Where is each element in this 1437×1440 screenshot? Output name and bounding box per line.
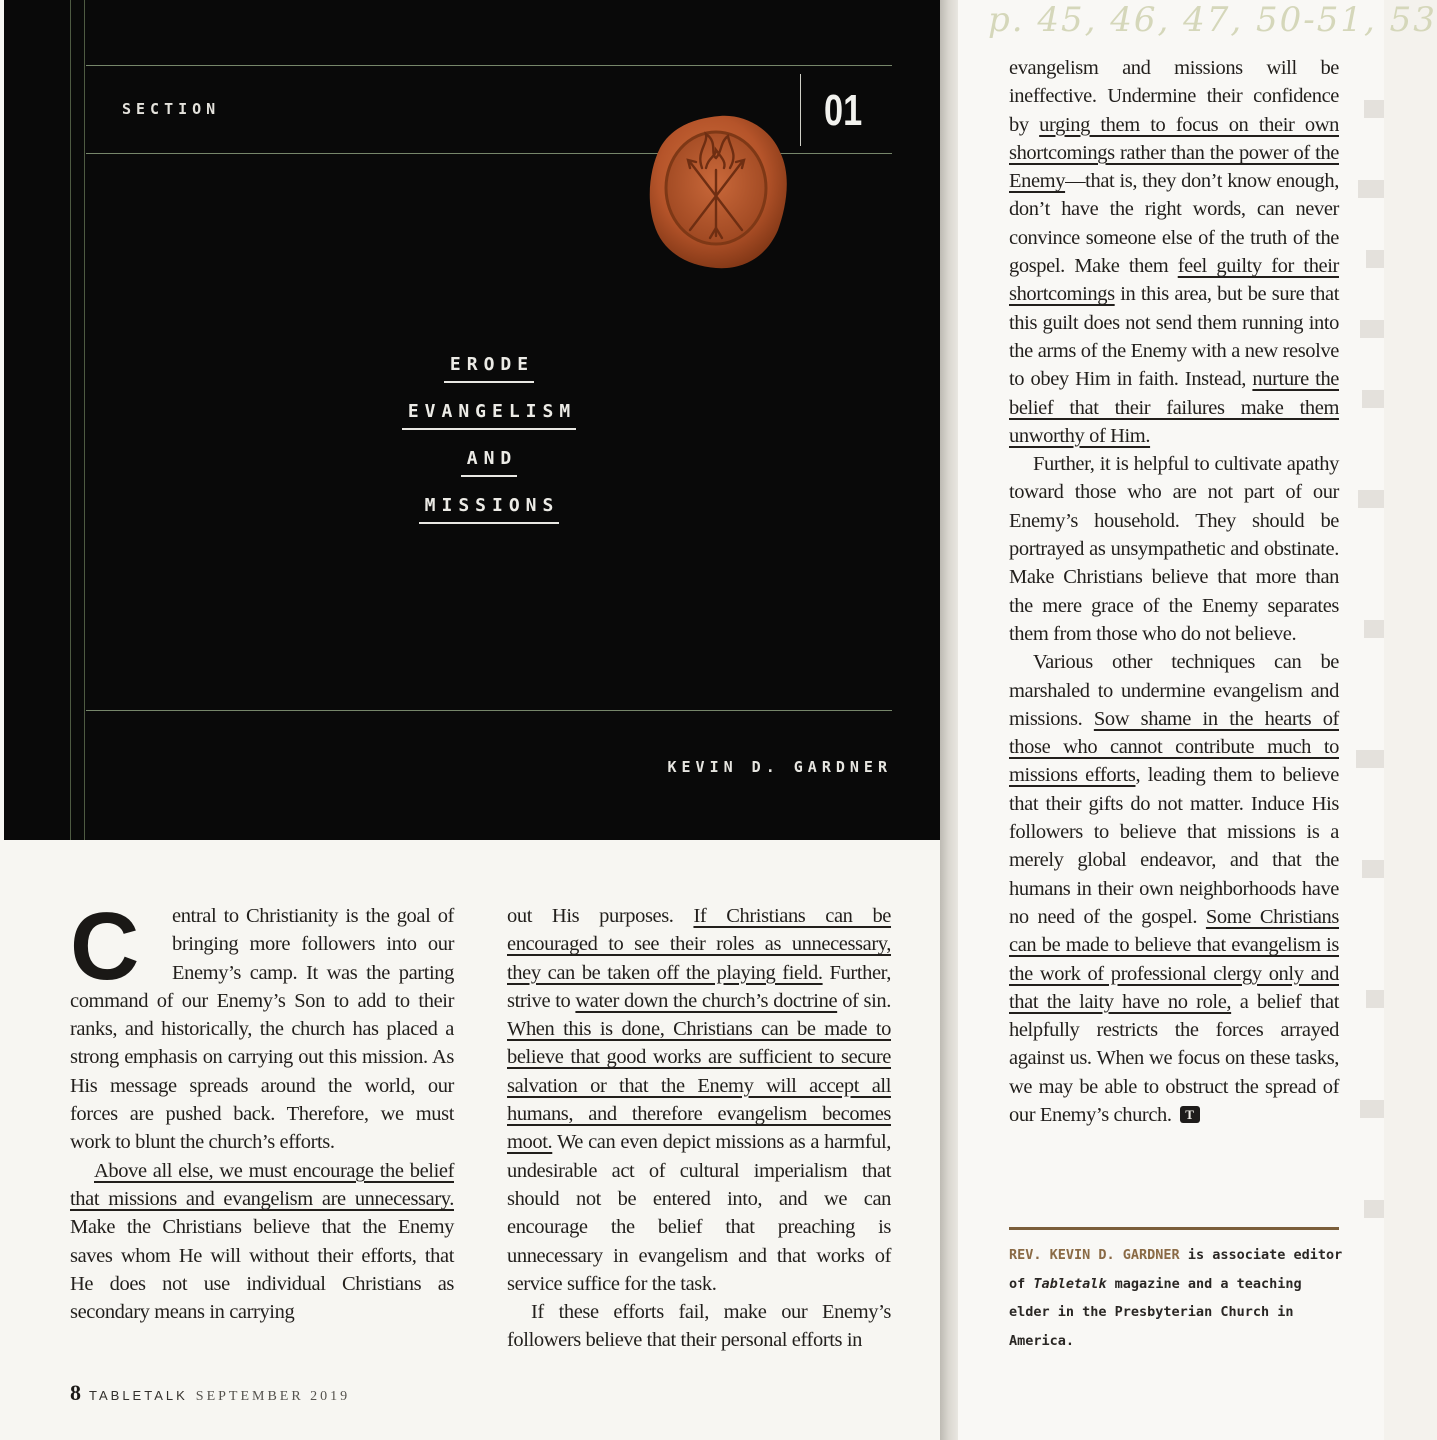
article-column-3 [1009, 54, 1339, 1129]
paragraph-text: evangelism and missions will be ineffective. Undermine their confidence by [1009, 57, 1339, 136]
author-bio [1009, 1241, 1345, 1355]
byline: KEVIN D. GARDNER [667, 758, 892, 776]
paragraph-text: We can even depict missions as a harmful, undesirable act of cultural imperialism that should not be entered into, and we can encourage the belief that preaching is unnecessary in evangelism and that works of service suffice for the task. [507, 1131, 891, 1295]
article-title [294, 352, 684, 540]
bio-magazine-name: Tabletalk [1033, 1275, 1107, 1292]
paragraph-text: , leading them to believe that their gifts do not matter. Induce His followers to believe that missions is a merely global endeavor, and that the humans in their own neighborhoods have no need of the gospel. [1009, 764, 1339, 928]
header-rule-top [86, 65, 892, 66]
paragraph-text: If these efforts fail, make our Enemy’s followers believe that their personal efforts in [507, 1301, 891, 1352]
handwritten-margin-note: p. 45, 46, 47, 50-51, 53 [988, 0, 1437, 40]
paragraph-text: in this area, but be sure that this guilt does not send them running into the arms of the Enemy with a new resolve to obey Him in faith. Instead, [1009, 283, 1339, 391]
page-number: 8 [70, 1380, 81, 1405]
title-line-2: EVANGELISM [402, 399, 576, 430]
bio-text: magazine and a teaching elder in the Presbyterian Church in America. [1009, 1275, 1302, 1349]
issue-date: SEPTEMBER 2019 [195, 1389, 351, 1404]
publication-name: TABLETALK [89, 1388, 188, 1403]
title-line-3: AND [461, 446, 518, 477]
bio-author-name: REV. KEVIN D. GARDNER [1009, 1247, 1180, 1263]
underlined-passage: Sow shame in the hearts of those who cannot contribute much to missions efforts [1009, 707, 1339, 787]
section-label: SECTION [122, 100, 221, 118]
section-divider [800, 74, 801, 146]
article-column-2 [507, 902, 891, 1355]
footer-rule [86, 710, 892, 711]
paragraph-text: of sin. [837, 989, 891, 1012]
underlined-passage: When this is done, Christians can be made to believe that good works are sufficient to secure salvation or that the Enemy will accept all humans, and therefore evangelism becomes moot. [507, 1018, 891, 1154]
section-opener-panel [4, 0, 944, 840]
paragraph-text: Various other techniques can be marshaled to undermine evangelism and missions. [1009, 651, 1339, 730]
title-line-4: MISSIONS [419, 493, 560, 524]
wax-seal-arrows-flame-icon [646, 112, 790, 272]
paragraph-text: —that is, they don’t know enough, don’t have the right words, can never convince someone else of the truth of the gospel. Make them [1009, 170, 1339, 278]
bio-text: is associate editor of [1009, 1247, 1343, 1292]
bio-divider [1009, 1227, 1339, 1230]
paragraph-text: entral to Christianity is the goal of bringing more followers into our Enemy’s camp. It was the parting command of our Enemy’s Son to add to their ranks, and historically, the church has placed a strong emphasis on carrying out this mission. As His message spreads around the world, our forces are pushed back. Therefore, we must work to blunt the church’s efforts. [70, 905, 454, 1154]
title-line-1: ERODE [444, 352, 534, 383]
vertical-rule-left-inner [84, 0, 85, 840]
vertical-rule-left [70, 0, 71, 840]
underlined-passage: Some Christians can be made to believe that evangelism is the work of professional clergy only and that the laity have no role, [1009, 905, 1339, 1013]
paragraph-text: a belief that helpfully restricts the forces arrayed against us. When we focus on these tasks, we may be able to obstruct the spread of our Enemy’s church. [1009, 990, 1339, 1126]
paragraph-text: Further, strive to [507, 961, 891, 1012]
drop-cap: C [70, 893, 139, 1000]
underlined-passage: urging them to focus on their own shortcomings rather than the power of the Enemy [1009, 113, 1339, 193]
underlined-passage: Above all else, we must encourage the belief that missions and evangelism are unnecessary. [70, 1159, 454, 1210]
section-number: 01 [824, 86, 863, 135]
end-mark-icon: T [1180, 1106, 1200, 1123]
article-column-1 [70, 893, 454, 1326]
underlined-passage: water down the church’s doctrine [575, 989, 838, 1012]
paragraph-text: Make the Christians believe that the Enemy saves whom He will without their efforts, that He does not use individual Christians as secondary means in carrying [70, 1216, 454, 1324]
underlined-passage: nurture the belief that their failures make them unworthy of Him. [1009, 368, 1339, 447]
paragraph-text: Further, it is helpful to cultivate apathy toward those who are not part of our Enemy’s household. They should be portrayed as unsympathetic and obstinate. Make Christians believe that more than the mere grace of the Enemy separates them from those who do not believe. [1009, 453, 1339, 645]
underlined-passage: If Christians can be encouraged to see their roles as unnecessary, they can be taken off the playing field. [507, 905, 892, 984]
underlined-passage: feel guilty for their shortcomings [1009, 255, 1339, 306]
paragraph-text: out His purposes. [507, 905, 694, 927]
show-through-text [1356, 60, 1384, 1260]
page-footer [70, 1380, 350, 1406]
